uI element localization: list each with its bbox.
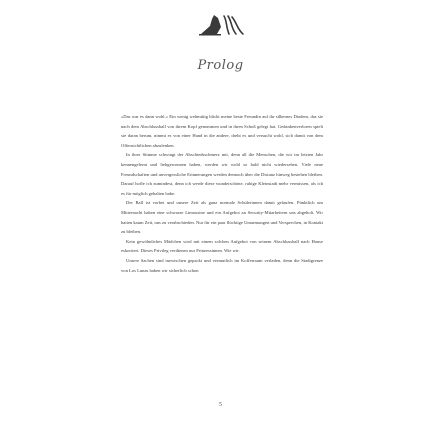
page-number: 5: [219, 402, 222, 408]
paragraph: Unsere Sachen sind inzwischen gepackt und vermutlich im Kofferraum verladen, denn die Stadtgrenze von Los Lunas haben wir sicherlich schon: [121, 257, 323, 273]
paragraph: In ihrer Stimme schwingt der Abschiedsschmerz mit, denn all die Menschen, die wir im letzten Jahr kennengelernt und liebgewonnen haben, werden wir wohl so bald nicht wiedersehen. Viele neue Freundschaften und unvergessliche Erinnerungen werden dennoch über die Distanz hinweg bestehen bleiben. Darauf hoffe ich zumindest, denn ich werde diese wunderschöne, ruhige Kleinstadt mehr vermissen, als ich es für möglich gehalten habe.: [121, 152, 323, 196]
body-text: [121, 112, 323, 275]
paragraph: Der Ball ist vorbei und unsere Zeit als ganz normale Schülerinnen damit gelaufen. Pünktlich um Mitternacht haben eine schwarze Limousine und ein Aufgebot an Security-Mitarbeitern uns abgeholt. Wir hatten kaum Zeit, uns zu verabschieden. Nur für ein paar flüchtige Umarmungen und Versprechen, in Kontakt zu bleiben.: [121, 200, 323, 235]
hat-and-hair-icon: [199, 14, 245, 36]
paragraph: »Das war es dann wohl.« Ein wenig wehmütig blickt meine beste Freundin auf ihr silbernes Diadem, das sie nach dem Abschlussball von ihrem Kopf genommen und in ihren Schoß gelegt hat. Gedankenverloren spielt sie daran herum, nimmt es von einer Hand in die andere, dreht es und versucht wohl, sich damit von dem Offensichtlichen abzulenken.: [121, 114, 323, 148]
paragraph: Kein gewöhnliches Mädchen wird mit einem solchen Aufgebot von seinem Abschlussball nach Hause eskortiert. Dieses Privileg verdienen nur Prinzessinnen. Wie wir.: [121, 238, 323, 254]
chapter-title: Prolog: [197, 58, 244, 73]
